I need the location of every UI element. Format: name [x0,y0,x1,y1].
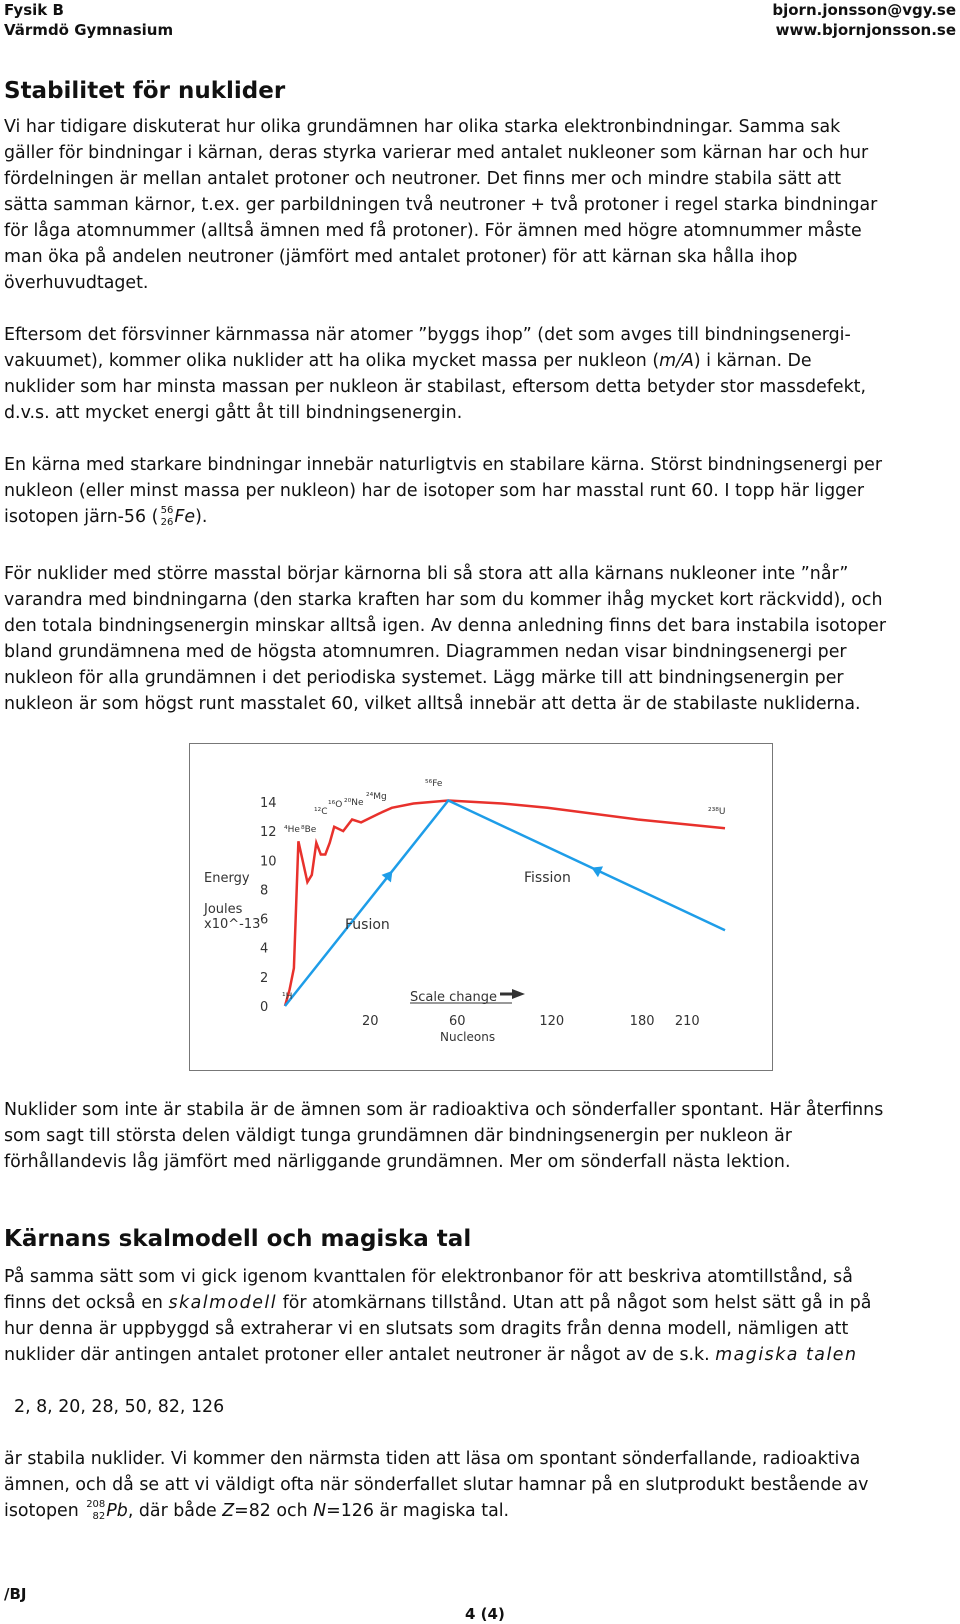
fusion-label: Fusion [345,917,390,933]
paragraph-radioactive [4,1097,883,1175]
text-line: nukleon är som högst runt masstalet 60, vilket alltså innebär att detta är de stabilaste nukliderna. [4,694,861,714]
x-tick-label: 210 [674,1014,700,1029]
label-be8: ⁸Be [301,825,317,835]
text-line: d.v.s. att mycket energi gått åt till bindningsenergin. [4,403,463,423]
text-line: En kärna med starkare bindningar innebär naturligtvis en stabilare kärna. Störst bindningsenergi per [4,455,883,475]
y-tick-label: 10 [260,854,277,870]
x-tick-label: 60 [449,1014,466,1029]
text-line: isotopen järn-56 ( 56 26 Fe). [4,505,208,528]
y-tick-label: 12 [260,825,277,841]
nuclide-notation-fe56: 56 26 [160,505,174,528]
label-fe56: ⁵⁶Fe [425,779,443,789]
y-axis-unit: Joules [204,902,243,917]
y-tick-label: 6 [260,912,269,928]
mass-per-nucleon-symbol: m/A [659,351,694,371]
y-axis-scale: x10^-13 [204,917,261,932]
text-line: nukleon för alla grundämnen i det periodiska systemet. Lägg märke till att bindningsenergin per [4,668,844,688]
paragraph-heavy-nuclides [4,561,886,717]
text-line: man öka på andelen neutroner (jämfört med antalet protoner) för att kärnan ska hålla ihop [4,247,798,267]
x-tick-label: 180 [629,1014,655,1029]
magic-numbers-list: 2, 8, 20, 28, 50, 82, 126 [14,1397,225,1417]
text-line: som sagt till största delen väldigt tunga grundämnen där bindningsenergin per nukleon är [4,1126,792,1146]
text-line: vakuumet), kommer olika nuklider att ha olika mycket massa per nukleon (m/A) i kärnan. De [4,351,812,371]
page-number: 4 (4) [465,1605,505,1623]
label-h1: ¹H [282,992,293,1002]
text-line: Eftersom det försvinner kärnmassa när atomer ”byggs ihop” (det som avges till bindningsenergi- [4,325,851,345]
text-line: gäller för bindningar i kärnan, deras styrka varierar med antalet nukleoner som kärnan har och hur [4,143,869,163]
label-u238: ²³⁸U [708,807,726,817]
text-line: fördelningen är mellan antalet protoner och neutroner. Det finns mer och mindre stabila sätt att [4,169,842,189]
binding-energy-curve [285,801,725,1007]
text-line: Vi har tidigare diskuterat hur olika grundämnen har olika starka elektronbindningar. Samma sak [4,117,841,137]
x-tick-label: 120 [539,1014,565,1029]
text-line: isotopen 208 82 Pb, där både Z=82 och N=126 är magiska tal. [4,1499,510,1522]
y-tick-label: 14 [260,796,277,811]
text-line: På samma sätt som vi gick igenom kvanttalen för elektronbanor för att beskriva atomtillstånd, så [4,1267,853,1287]
term-shell-model: skalmodell [168,1293,278,1313]
x-axis-label: Nucleons [440,1030,496,1044]
author-email[interactable]: bjorn.jonsson@vgy.se [772,1,956,19]
scale-change-label: Scale change [410,990,497,1005]
section-title-stability: Stabilitet för nuklider [4,78,286,104]
paragraph-mass-defect [4,322,866,426]
text-line: är stabila nuklider. Vi kommer den närmsta tiden att läsa om spontant sönderfallande, radioaktiva [4,1449,861,1469]
text-line: ämnen, och då se att vi väldigt ofta när sönderfallet slutar hamnar på en slutprodukt bestående av [4,1475,869,1495]
label-mg24: ²⁴Mg [366,792,387,802]
y-axis-label: Energy [204,871,250,886]
x-tick-label: 20 [362,1014,379,1029]
label-ne20: ²⁰Ne [344,798,364,808]
y-tick-label: 0 [260,1000,269,1015]
binding-energy-chart-svg [190,744,772,1070]
term-magic-numbers: magiska talen [715,1345,858,1365]
paragraph-shell-model [4,1264,871,1368]
paragraph-iron-56 [4,452,882,530]
school-name: Värmdö Gymnasium [4,21,174,39]
text-line: hur denna är uppbyggd så extraherar vi en slutsats som dragits från denna modell, nämligen att [4,1319,849,1339]
text-line: förhållandevis låg jämfört med närliggande grundämnen. Mer om sönderfall nästa lektion. [4,1152,791,1172]
course-title: Fysik B [4,1,64,19]
text-line: för låga atomnummer (alltså ämnen med få protoner). För ämnen med högre atomnummer måste [4,221,862,241]
fusion-fission-lines [285,801,725,1007]
y-tick-label: 8 [260,883,269,899]
footer-author: /BJ [4,1585,27,1603]
text-line: överhuvudtaget. [4,273,149,293]
section-title-shell-model: Kärnans skalmodell och magiska tal [4,1226,472,1252]
paragraph-lead-208 [4,1446,868,1524]
author-website[interactable]: www.bjornjonsson.se [775,21,956,39]
label-o16: ¹⁶O [328,800,343,810]
fission-label: Fission [524,870,571,886]
text-line: Nuklider som inte är stabila är de ämnen som är radioaktiva och sönderfaller spontant. Här återfinns [4,1100,884,1120]
nuclide-notation-pb208: 208 82 [86,1499,106,1522]
paragraph-binding-strength [4,114,877,296]
text-line: nuklider som har minsta massan per nukleon är stabilast, eftersom detta betyder stor massdefekt, [4,377,866,397]
label-c12: ¹²C [314,807,328,817]
text-line: varandra med bindningarna (den starka kraften har som du kommer ihåg mycket kort räckvidd), och [4,590,883,610]
binding-energy-chart [189,743,773,1071]
text-line: bland grundämnena med de högsta atomnumren. Diagrammen nedan visar bindningsenergi per [4,642,847,662]
text-line: finns det också en skalmodell för atomkärnans tillstånd. Utan att på något som helst sätt gå in på [4,1293,872,1313]
text-line: sätta samman kärnor, t.ex. ger parbildningen två neutroner + två protoner i regel starka bindningar [4,195,878,215]
y-tick-label: 4 [260,941,269,957]
text-line: nukleon (eller minst massa per nukleon) har de isotoper som har masstal runt 60. I topp här ligger [4,481,865,501]
text-line: För nuklider med större masstal börjar kärnorna bli så stora att alla kärnans nukleoner inte ”når” [4,564,849,584]
label-he4: ⁴He [284,825,300,835]
y-tick-label: 2 [260,970,269,986]
text-line: den totala bindningsenergin minskar alltså igen. Av denna anledning finns det bara instabila isotoper [4,616,887,636]
text-line: nuklider där antingen antalet protoner eller antalet neutroner är något av de s.k. magiska talen [4,1345,858,1365]
